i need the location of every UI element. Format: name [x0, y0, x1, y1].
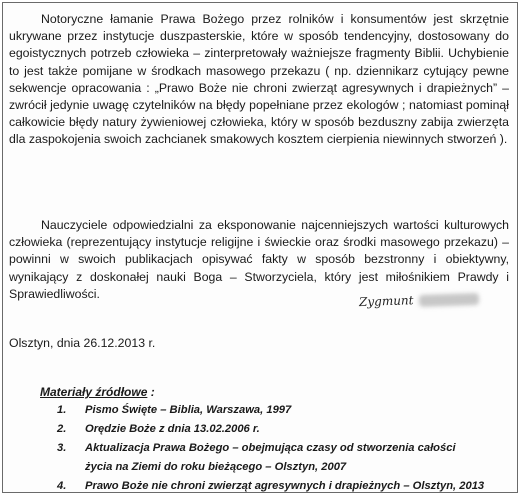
redacted-surname: [419, 292, 479, 306]
source-text: [85, 439, 505, 477]
source-text-continuation: życia na Ziemi do roku bieżącego – Olsztyn, 2007: [85, 461, 347, 473]
source-item: [57, 439, 505, 477]
place-date: Olsztyn, dnia 26.12.2013 r.: [9, 336, 156, 350]
source-number: 3.: [57, 442, 67, 454]
source-number: 1.: [57, 404, 67, 416]
source-text-line: Aktualizacja Prawa Bożego – obejmująca czasy od stworzenia całości: [85, 442, 456, 454]
paragraph-2-text: Nauczyciele odpowiedzialni za eksponowanie najcenniejszych wartości kulturowych człowieka (reprezentujący instytucje religijne i świeckie oraz środki masowego przekazu) – powinni w swoich publikacjach opisywać fakty w sposób bezstronny i obiektywny, wynikający z doskonałej nauki Boga – Stworzyciela, który jest miłośnikiem Prawdy i Sprawiedliwości.: [9, 218, 509, 301]
paragraph-2: [9, 217, 509, 303]
signature: [359, 291, 480, 309]
source-number: 2.: [57, 423, 67, 435]
sources-heading-colon: :: [147, 385, 155, 399]
source-text-line: Prawo Boże nie chroni zwierząt agresywnych i drapieżnych – Olsztyn, 2013: [85, 480, 485, 492]
source-text-line: Orędzie Boże z dnia 13.02.2006 r.: [85, 423, 260, 435]
document-page: [2, 2, 518, 493]
source-item: [57, 477, 505, 496]
signature-name: Zygmunt: [358, 293, 414, 310]
sources-list: [57, 401, 505, 496]
source-text-line: Pismo Święte – Biblia, Warszawa, 1997: [85, 404, 292, 416]
sources-heading-text: Materiały źródłowe: [40, 385, 148, 399]
source-number: 4.: [57, 480, 67, 492]
source-text: [85, 401, 505, 420]
paragraph-1: [9, 11, 509, 149]
sources-heading: [40, 385, 155, 399]
source-text: [85, 420, 505, 439]
source-item: [57, 420, 505, 439]
source-item: [57, 401, 505, 420]
source-text: [85, 477, 505, 496]
paragraph-1-text: Notoryczne łamanie Prawa Bożego przez rolników i konsumentów jest skrzętnie ukrywane przez instytucje duszpasterskie, które w sposób tendencyjny, dostosowany do egoistycznych potrzeb człowieka – zinterpretowały ważniejsze fragmenty Biblii. Uchybienie to jest także pomijane w środkach masowego przekazu ( np. dziennikarz cytujący pewne sekwencje opracowania : „Prawo Boże nie chroni zwierząt agresywnych i drapieżnych” – zwrócił jedynie uwagę czytelników na błędy popełniane przez ekologów ; natomiast pominął całkowicie błędy natury żywieniowej człowieka, który w sposób bezduszny zabija zwierzęta dla zaspokojenia swoich zachcianek smakowych kosztem cierpienia niewinnych stworzeń ).: [9, 12, 509, 147]
